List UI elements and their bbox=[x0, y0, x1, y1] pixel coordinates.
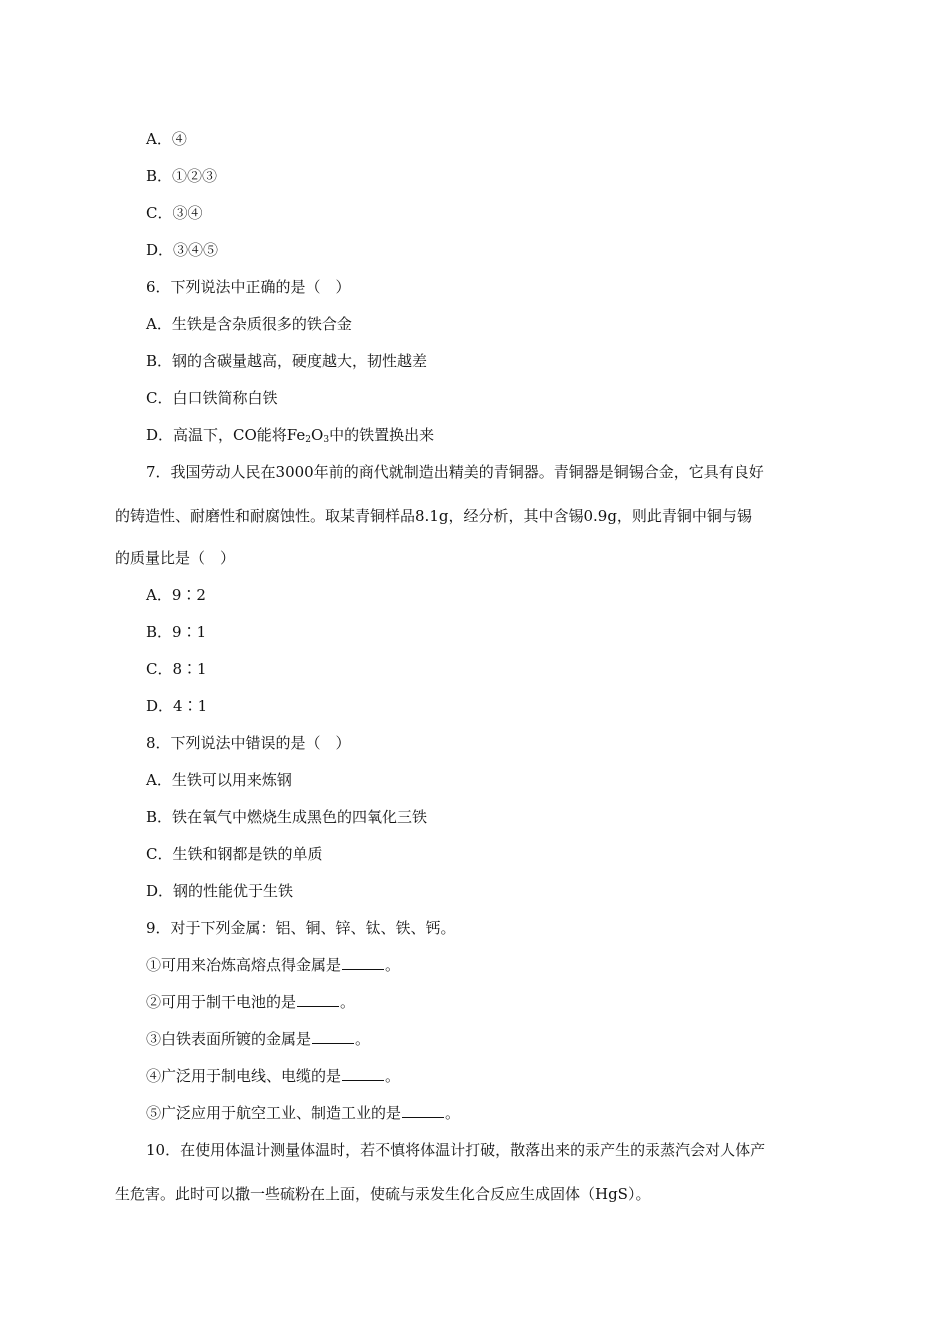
q8-option-c: C．生铁和钢都是铁的单质 bbox=[146, 845, 323, 863]
q9-item-3-text: ③白铁表面所镀的金属是 bbox=[146, 1030, 312, 1048]
q9-item-3 bbox=[146, 1029, 370, 1049]
q9-item-5-end: 。 bbox=[445, 1104, 461, 1122]
q5-option-d: D．③④⑤ bbox=[146, 241, 219, 259]
q9-item-3-end: 。 bbox=[355, 1030, 371, 1048]
q9-item-1 bbox=[146, 955, 400, 975]
q8-option-b: B．铁在氧气中燃烧生成黑色的四氧化三铁 bbox=[146, 808, 428, 826]
q9-item-5-text: ⑤广泛应用于航空工业、制造工业的是 bbox=[146, 1104, 402, 1122]
q9-item-4-text: ④广泛用于制电线、电缆的是 bbox=[146, 1067, 342, 1085]
q6-option-d-mid: O bbox=[311, 426, 324, 444]
q9-item-2 bbox=[146, 992, 355, 1012]
q9-item-4-blank[interactable] bbox=[342, 1066, 384, 1081]
q9-item-4-end: 。 bbox=[385, 1067, 401, 1085]
q6-option-c: C．白口铁简称白铁 bbox=[146, 389, 278, 407]
q7-option-b: B．9∶1 bbox=[146, 623, 207, 641]
q10-line1: 10．在使用体温计测量体温时，若不慎将体温计打破，散落出来的汞产生的汞蒸汽会对人体产 bbox=[146, 1141, 766, 1159]
q7-option-c: C．8∶1 bbox=[146, 660, 207, 678]
q7-option-d: D．4∶1 bbox=[146, 697, 208, 715]
q5-option-b: B．①②③ bbox=[146, 167, 218, 185]
q9-item-2-text: ②可用于制干电池的是 bbox=[146, 993, 297, 1011]
q9-item-2-end: 。 bbox=[340, 993, 356, 1011]
q7-option-a: A．9∶2 bbox=[146, 586, 206, 604]
q5-option-a: A．④ bbox=[146, 130, 187, 148]
q5-option-c: C．③④ bbox=[146, 204, 203, 222]
q6-option-b: B．钢的含碳量越高，硬度越大，韧性越差 bbox=[146, 352, 428, 370]
q6-option-d bbox=[146, 425, 434, 450]
q8-stem: 8．下列说法中错误的是（ ） bbox=[146, 734, 351, 752]
q9-item-2-blank[interactable] bbox=[297, 992, 339, 1007]
q9-item-1-blank[interactable] bbox=[342, 955, 384, 970]
q9-item-5 bbox=[146, 1103, 460, 1123]
q6-option-d-pre: D．高温下，CO能将Fe bbox=[146, 426, 306, 444]
q6-option-d-sub2: 3 bbox=[323, 435, 330, 445]
q6-option-a: A．生铁是含杂质很多的铁合金 bbox=[146, 315, 352, 333]
q6-option-d-sub1: 2 bbox=[305, 435, 312, 445]
q8-option-d: D．钢的性能优于生铁 bbox=[146, 882, 294, 900]
q8-option-a: A．生铁可以用来炼钢 bbox=[146, 771, 292, 789]
q7-stem-line1: 7．我国劳动人民在3000年前的商代就制造出精美的青铜器。青铜器是铜锡合金，它具有良好 bbox=[146, 463, 764, 481]
q6-stem: 6．下列说法中正确的是（ ） bbox=[146, 278, 351, 296]
q7-stem-line3: 的质量比是（ ） bbox=[115, 549, 236, 567]
q9-item-1-text: ①可用来冶炼高熔点得金属是 bbox=[146, 956, 342, 974]
q9-item-4 bbox=[146, 1066, 400, 1086]
q7-stem-line2: 的铸造性、耐磨性和耐腐蚀性。取某青铜样品8.1g，经分析，其中含锡0.9g，则此青铜中铜与锡 bbox=[115, 507, 752, 525]
q9-item-1-end: 。 bbox=[385, 956, 401, 974]
q10-line2: 生危害。此时可以撒一些硫粉在上面，使硫与汞发生化合反应生成固体（HgS）。 bbox=[115, 1185, 651, 1203]
q9-stem: 9．对于下列金属：铝、铜、锌、钛、铁、钙。 bbox=[146, 919, 456, 937]
q6-option-d-post: 中的铁置换出来 bbox=[329, 426, 435, 444]
q9-item-3-blank[interactable] bbox=[312, 1029, 354, 1044]
q9-item-5-blank[interactable] bbox=[402, 1103, 444, 1118]
